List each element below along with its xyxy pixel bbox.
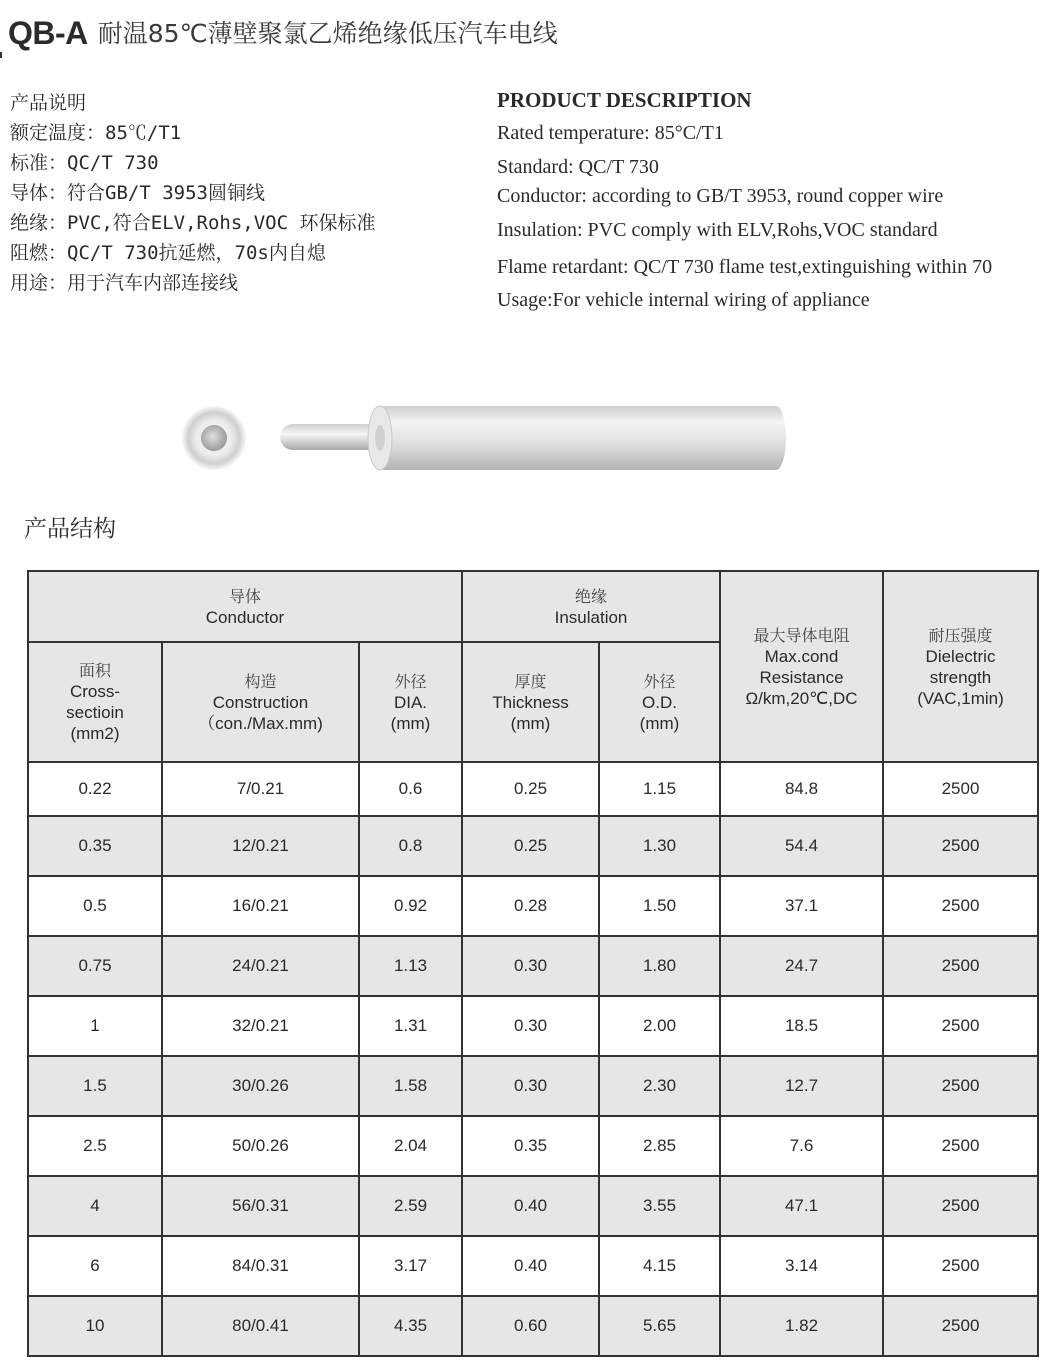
table-row — [28, 1176, 1038, 1236]
header-cross-section: 面积 Cross- sectioin (mm2) — [28, 642, 162, 762]
header-dia: 外径 DIA. (mm) — [359, 642, 462, 762]
thickness-cell: 0.40 — [462, 1176, 599, 1236]
table-row — [28, 876, 1038, 936]
od-cell: 1.15 — [599, 762, 720, 816]
resistance-cell: 18.5 — [720, 996, 883, 1056]
dielectric-cell: 2500 — [883, 1176, 1038, 1236]
od-cell: 2.00 — [599, 996, 720, 1056]
construction-cell: 16/0.21 — [162, 876, 359, 936]
resistance-cell: 7.6 — [720, 1116, 883, 1176]
construction-cell: 56/0.31 — [162, 1176, 359, 1236]
cn-desc-flame: 阻燃：QC/T 730抗延燃，70s内自熄 — [10, 242, 326, 264]
en-desc-standard: Standard: QC/T 730 — [497, 156, 659, 178]
cross-section-cell: 0.5 — [28, 876, 162, 936]
od-cell: 1.80 — [599, 936, 720, 996]
thickness-cell: 0.30 — [462, 1056, 599, 1116]
thickness-cell: 0.25 — [462, 762, 599, 816]
table-row — [28, 936, 1038, 996]
thickness-cell: 0.28 — [462, 876, 599, 936]
thickness-cell: 0.30 — [462, 936, 599, 996]
thickness-cell: 0.30 — [462, 996, 599, 1056]
table-row — [28, 1056, 1038, 1116]
dielectric-cell: 2500 — [883, 1116, 1038, 1176]
cn-desc-conductor: 导体：符合GB/T 3953圆铜线 — [10, 182, 265, 204]
header-resistance: 最大导体电阻 Max.cond Resistance Ω/km,20℃,DC — [720, 571, 883, 762]
od-cell: 1.30 — [599, 816, 720, 876]
cross-section-cell: 0.35 — [28, 816, 162, 876]
header-insulation: 绝缘 Insulation — [462, 571, 720, 642]
cross-section-cell: 6 — [28, 1236, 162, 1296]
dia-cell: 1.31 — [359, 996, 462, 1056]
construction-cell: 50/0.26 — [162, 1116, 359, 1176]
dia-cell: 0.6 — [359, 762, 462, 816]
thickness-cell: 0.25 — [462, 816, 599, 876]
en-desc-flame: Flame retardant: QC/T 730 flame test,extinguishing within 70 — [497, 256, 993, 278]
corner-mark — [0, 52, 2, 58]
construction-cell: 24/0.21 — [162, 936, 359, 996]
thickness-cell: 0.35 — [462, 1116, 599, 1176]
dia-cell: 1.13 — [359, 936, 462, 996]
construction-cell: 7/0.21 — [162, 762, 359, 816]
wire-end-view — [182, 406, 246, 470]
header-dielectric: 耐压强度 Dielectric strength (VAC,1min) — [883, 571, 1038, 762]
en-desc-usage: Usage:For vehicle internal wiring of appliance — [497, 289, 870, 311]
dia-cell: 2.04 — [359, 1116, 462, 1176]
cross-section-cell: 4 — [28, 1176, 162, 1236]
spec-table — [27, 570, 1039, 1357]
cross-section-cell: 10 — [28, 1296, 162, 1356]
header-construction: 构造 Construction （con./Max.mm) — [162, 642, 359, 762]
od-cell: 2.30 — [599, 1056, 720, 1116]
header-conductor: 导体 Conductor — [28, 571, 462, 642]
construction-cell: 30/0.26 — [162, 1056, 359, 1116]
en-desc-insulation: Insulation: PVC comply with ELV,Rohs,VOC standard — [497, 219, 938, 241]
thickness-cell: 0.40 — [462, 1236, 599, 1296]
table-row — [28, 1236, 1038, 1296]
dielectric-cell: 2500 — [883, 1236, 1038, 1296]
dia-cell: 1.58 — [359, 1056, 462, 1116]
cross-section-cell: 1.5 — [28, 1056, 162, 1116]
table-row — [28, 762, 1038, 816]
cross-section-cell: 2.5 — [28, 1116, 162, 1176]
cross-section-cell: 0.75 — [28, 936, 162, 996]
section-title: 产品结构 — [24, 516, 116, 542]
cn-desc-usage: 用途：用于汽车内部连接线 — [10, 272, 239, 294]
wire-side-view — [280, 406, 786, 470]
od-cell: 1.50 — [599, 876, 720, 936]
thickness-cell: 0.60 — [462, 1296, 599, 1356]
resistance-cell: 54.4 — [720, 816, 883, 876]
construction-cell: 12/0.21 — [162, 816, 359, 876]
construction-cell: 32/0.21 — [162, 996, 359, 1056]
table-row — [28, 996, 1038, 1056]
resistance-cell: 3.14 — [720, 1236, 883, 1296]
table-row — [28, 1296, 1038, 1356]
en-desc-conductor: Conductor: according to GB/T 3953, round copper wire — [497, 185, 944, 207]
header-thickness: 厚度 Thickness (mm) — [462, 642, 599, 762]
page-title — [8, 8, 558, 52]
cross-section-cell: 0.22 — [28, 762, 162, 816]
od-cell: 4.15 — [599, 1236, 720, 1296]
resistance-cell: 24.7 — [720, 936, 883, 996]
header-od: 外径 O.D. (mm) — [599, 642, 720, 762]
table-row — [28, 1116, 1038, 1176]
resistance-cell: 37.1 — [720, 876, 883, 936]
product-code: QB-A — [8, 15, 88, 51]
od-cell: 2.85 — [599, 1116, 720, 1176]
cross-section-cell: 1 — [28, 996, 162, 1056]
table-row — [28, 816, 1038, 876]
dielectric-cell: 2500 — [883, 762, 1038, 816]
od-cell: 5.65 — [599, 1296, 720, 1356]
en-desc-heading: PRODUCT DESCRIPTION — [497, 88, 752, 112]
chinese-description — [10, 88, 375, 298]
cn-desc-rated-temp: 额定温度：85℃/T1 — [10, 122, 182, 144]
dielectric-cell: 2500 — [883, 1056, 1038, 1116]
cn-desc-heading: 产品说明 — [10, 92, 87, 114]
resistance-cell: 84.8 — [720, 762, 883, 816]
construction-cell: 84/0.31 — [162, 1236, 359, 1296]
dia-cell: 3.17 — [359, 1236, 462, 1296]
resistance-cell: 1.82 — [720, 1296, 883, 1356]
dielectric-cell: 2500 — [883, 816, 1038, 876]
resistance-cell: 12.7 — [720, 1056, 883, 1116]
dielectric-cell: 2500 — [883, 876, 1038, 936]
en-desc-rated-temp: Rated temperature: 85°C/T1 — [497, 122, 724, 144]
product-name: 耐温85℃薄壁聚氯乙烯绝缘低压汽车电线 — [97, 19, 558, 48]
spec-table-body — [28, 762, 1038, 1356]
dia-cell: 0.8 — [359, 816, 462, 876]
od-cell: 3.55 — [599, 1176, 720, 1236]
dia-cell: 0.92 — [359, 876, 462, 936]
cn-desc-insulation: 绝缘：PVC,符合ELV,Rohs,VOC 环保标准 — [10, 212, 376, 234]
dielectric-cell: 2500 — [883, 996, 1038, 1056]
dielectric-cell: 2500 — [883, 936, 1038, 996]
dia-cell: 4.35 — [359, 1296, 462, 1356]
wire-illustration — [180, 398, 790, 478]
cn-desc-standard: 标准：QC/T 730 — [10, 152, 159, 174]
dia-cell: 2.59 — [359, 1176, 462, 1236]
construction-cell: 80/0.41 — [162, 1296, 359, 1356]
resistance-cell: 47.1 — [720, 1176, 883, 1236]
dielectric-cell: 2500 — [883, 1296, 1038, 1356]
